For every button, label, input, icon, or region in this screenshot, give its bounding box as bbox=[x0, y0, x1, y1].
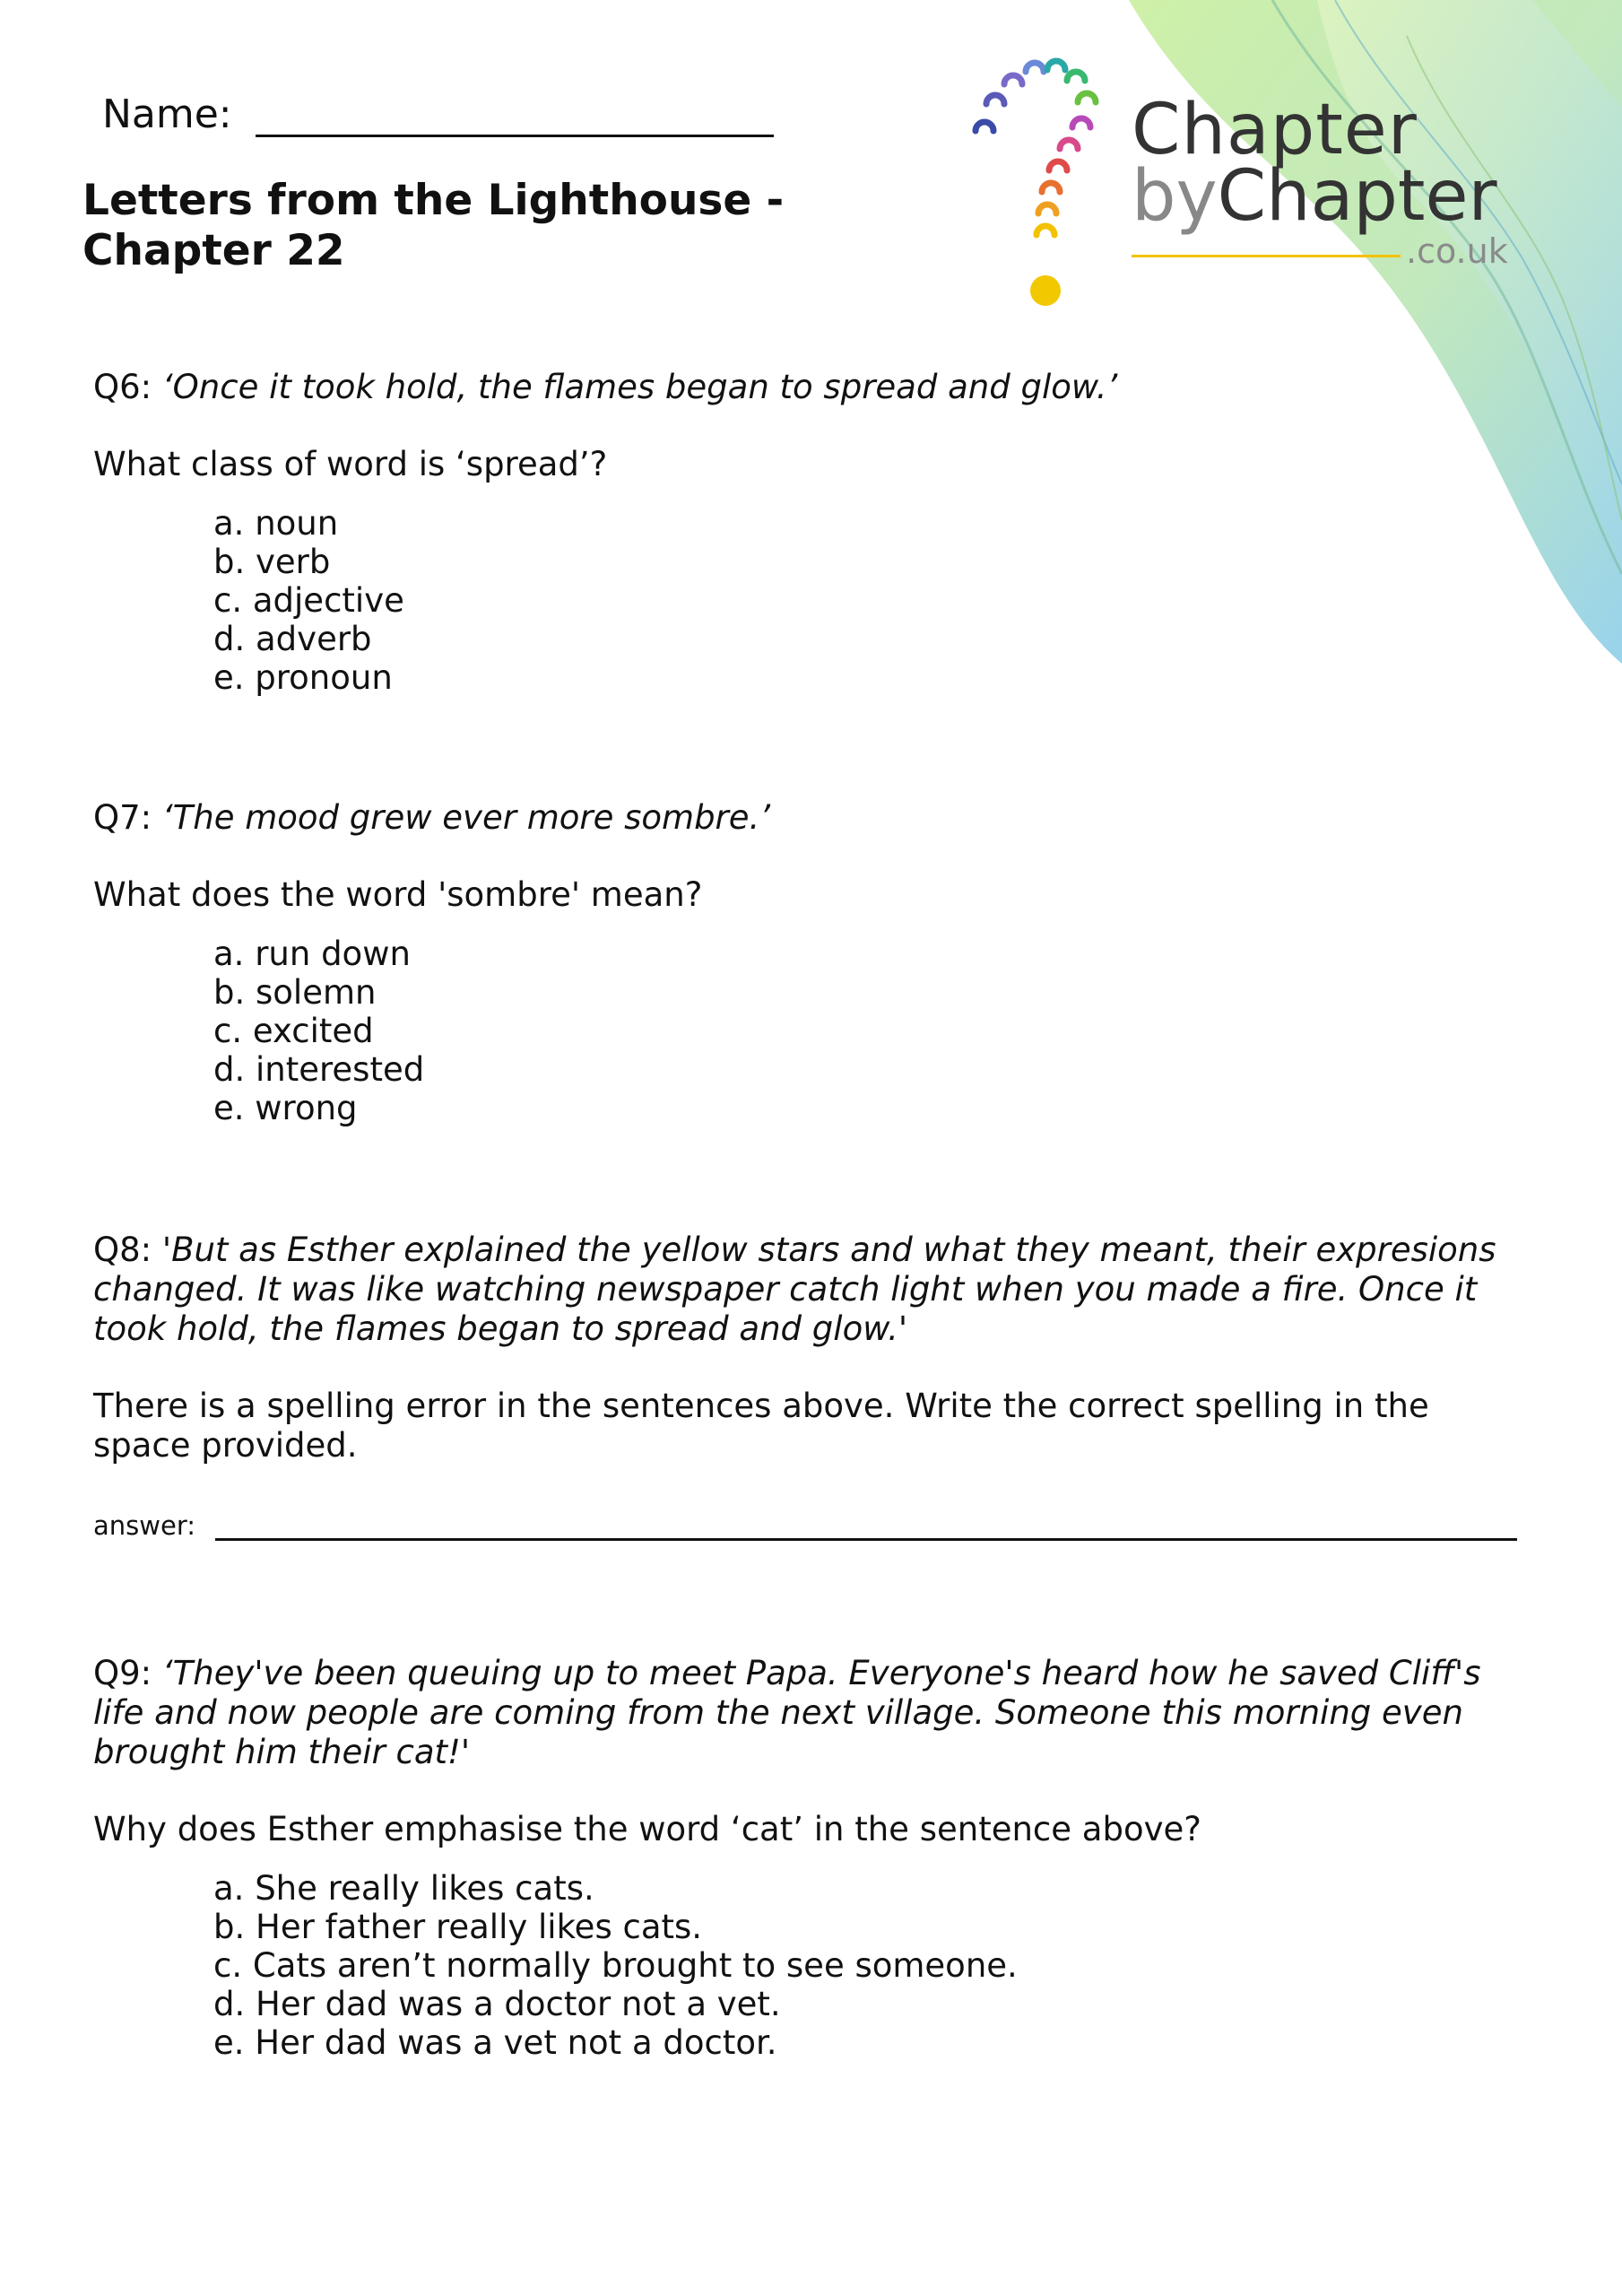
logo-underline bbox=[1132, 255, 1401, 257]
option-b[interactable]: b. Her father really likes cats. bbox=[213, 1908, 703, 1946]
question-text: Why does Esther emphasise the word ‘cat’ in the sentence above? bbox=[93, 1810, 1201, 1848]
question-9 bbox=[93, 1654, 1528, 2062]
option-b[interactable]: b. verb bbox=[213, 543, 331, 581]
question-quote: ‘The mood grew ever more sombre.’ bbox=[161, 798, 771, 837]
name-blank-line[interactable] bbox=[256, 90, 774, 137]
option-a[interactable]: a. run down bbox=[213, 935, 411, 973]
option-e[interactable]: e. pronoun bbox=[213, 658, 393, 697]
options-list bbox=[213, 935, 1528, 1127]
logo-by: by bbox=[1132, 156, 1218, 237]
option-c[interactable]: c. Cats aren’t normally brought to see someone. bbox=[213, 1946, 1018, 1985]
option-a[interactable]: a. noun bbox=[213, 504, 339, 543]
page-title: Letters from the Lighthouse - Chapter 22 bbox=[82, 176, 785, 275]
question-number: Q6: bbox=[93, 368, 152, 406]
logo-chapter: Chapter bbox=[1217, 156, 1497, 237]
name-field bbox=[102, 90, 774, 137]
option-d[interactable]: d. Her dad was a doctor not a vet. bbox=[213, 1985, 781, 2023]
option-d[interactable]: d. adverb bbox=[213, 620, 372, 658]
question-8 bbox=[93, 1231, 1528, 1465]
option-d[interactable]: d. interested bbox=[213, 1050, 425, 1089]
option-e[interactable]: e. wrong bbox=[213, 1089, 358, 1127]
option-c[interactable]: c. excited bbox=[213, 1012, 374, 1050]
logo-suffix: .co.uk bbox=[1406, 231, 1508, 271]
option-b[interactable]: b. solemn bbox=[213, 973, 377, 1012]
answer-blank-line[interactable] bbox=[215, 1518, 1517, 1541]
logo-line1: Chapter bbox=[1132, 90, 1418, 170]
logo-wordmark bbox=[1132, 90, 1497, 237]
answer-label: answer: bbox=[93, 1510, 196, 1541]
question-quote: ‘They've been queuing up to meet Papa. Everyone's heard how he saved Cliff's life and now people are coming from the next village. Someone this morning even brought him their cat!' bbox=[93, 1654, 1492, 1771]
question-quote: 'But as Esther explained the yellow stars and what they meant, their expresions changed. It was like watching newspaper catch light when you made a fire. Once it took hold, the flames began to spread and glow.' bbox=[93, 1231, 1507, 1348]
question-text: What does the word 'sombre' mean? bbox=[93, 875, 703, 914]
question-number: Q8: bbox=[93, 1231, 152, 1269]
option-e[interactable]: e. Her dad was a vet not a doctor. bbox=[213, 2023, 777, 2062]
question-prompt bbox=[93, 1654, 1528, 1772]
answer-field bbox=[93, 1510, 1517, 1541]
name-label: Name: bbox=[102, 91, 232, 137]
logo-line2 bbox=[1132, 156, 1497, 237]
option-a[interactable]: a. She really likes cats. bbox=[213, 1869, 594, 1908]
question-quote: ‘Once it took hold, the flames began to spread and glow.’ bbox=[161, 368, 1118, 406]
question-7 bbox=[93, 798, 1528, 1127]
option-c[interactable]: c. adjective bbox=[213, 581, 404, 620]
question-number: Q7: bbox=[93, 798, 152, 837]
question-number: Q9: bbox=[93, 1654, 152, 1692]
options-list bbox=[213, 504, 1528, 697]
question-text: What class of word is ‘spread’? bbox=[93, 445, 608, 483]
question-prompt bbox=[93, 798, 1528, 838]
question-6 bbox=[93, 368, 1528, 697]
options-list bbox=[213, 1869, 1528, 2062]
question-prompt bbox=[93, 368, 1528, 407]
question-prompt bbox=[93, 1231, 1528, 1349]
question-text: There is a spelling error in the sentences above. Write the correct spelling in the space provided. bbox=[93, 1387, 1429, 1465]
